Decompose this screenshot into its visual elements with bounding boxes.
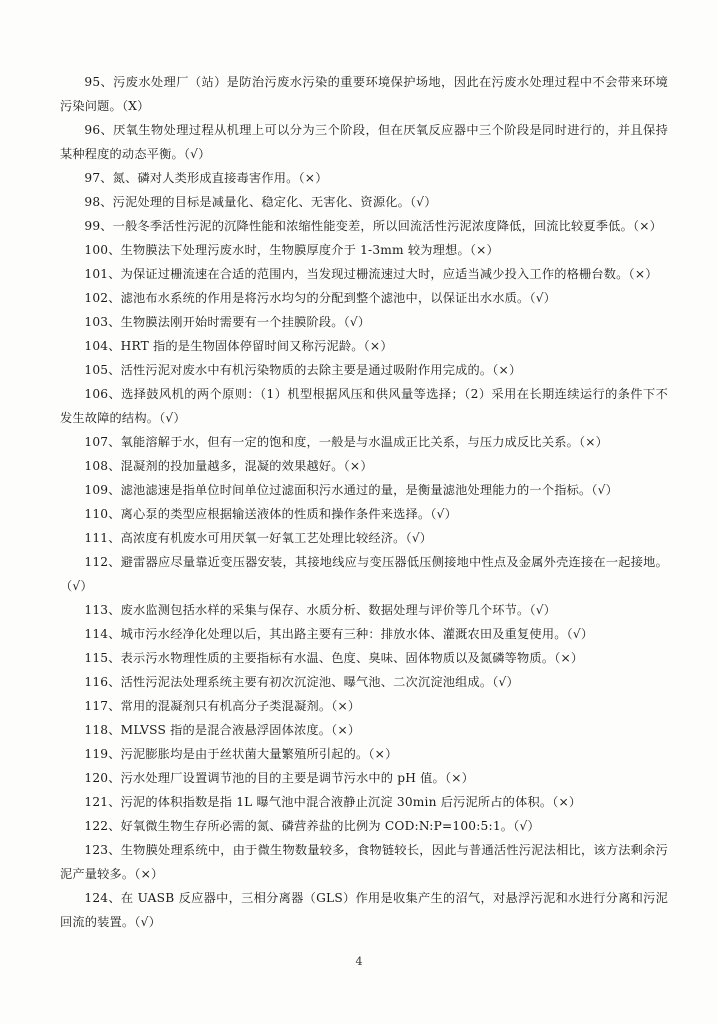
question-item: 117、常用的混凝剂只有机高分子类混凝剂。（×）: [84, 699, 361, 713]
question-item: 116、活性污泥法处理系统主要有初次沉淀池、曝气池、二次沉淀池组成。（√）: [84, 675, 519, 689]
question-item: 119、污泥膨胀均是由于丝状菌大量繁殖所引起的。（×）: [84, 747, 398, 761]
question-item: 99、一般冬季活性污泥的沉降性能和浓缩性能变差，所以回流活性污泥浓度降低，回流比较夏季低。（×）: [84, 219, 663, 233]
question-item: 95、污废水处理厂（站）是防治污废水污染的重要环境保护场地，因此在污废水处理过程中不会带来环境污染问题。（X）: [60, 75, 668, 113]
question-item: 114、城市污水经净化处理以后，其出路主要有三种：排放水体、灌溉农田及重复使用。（√）: [84, 627, 594, 641]
question-item: 107、氧能溶解于水，但有一定的饱和度，一般是与水温成正比关系，与压力成反比关系。（×）: [84, 435, 609, 449]
question-item: 111、高浓度有机废水可用厌氧一好氧工艺处理比较经济。（√）: [84, 531, 433, 545]
question-item: 101、为保证过栅流速在合适的范围内，当发现过栅流速过大时，应适当减少投入工作的格栅台数。（×）: [84, 267, 658, 281]
question-item: 110、离心泵的类型应根据输送液体的性质和操作条件来选择。（√）: [84, 507, 457, 521]
question-item: 96、厌氧生物处理过程从机理上可以分为三个阶段，但在厌氧反应器中三个阶段是同时进行的，并且保持某种程度的动态平衡。（√）: [60, 123, 668, 161]
question-item: 108、混凝剂的投加量越多，混凝的效果越好。（×）: [84, 459, 373, 473]
question-item: 118、MLVSS 指的是混合液悬浮固体浓度。（×）: [84, 723, 361, 737]
question-item: 122、好氧微生物生存所必需的氮、磷营养盐的比例为 COD:N:P=100:5:1。（√）: [84, 819, 540, 833]
question-item: 106、选择鼓风机的两个原则：（1）机型根据风压和供风量等选择；（2）采用在长期连续运行的条件下不发生故障的结构。（√）: [60, 387, 668, 425]
question-item: 97、氮、磷对人类形成直接毒害作用。（×）: [84, 171, 328, 185]
question-item: 115、表示污水物理性质的主要指标有水温、色度、臭味、固体物质以及氮磷等物质。（×）: [84, 651, 584, 665]
question-list: [60, 70, 668, 934]
question-item: 104、HRT 指的是生物固体停留时间又称污泥龄。（×）: [84, 339, 393, 353]
question-item: 109、滤池滤速是指单位时间单位过滤面积污水通过的量，是衡量滤池处理能力的一个指标。（√）: [84, 483, 619, 497]
question-item: 105、活性污泥对废水中有机污染物质的去除主要是通过吸附作用完成的。（×）: [84, 363, 522, 377]
question-item: 120、污水处理厂设置调节池的目的主要是调节污水中的 pH 值。（×）: [84, 771, 475, 785]
question-item: 103、生物膜法刚开始时需要有一个挂膜阶段。（√）: [84, 315, 371, 329]
question-item: 113、废水监测包括水样的采集与保存、水质分析、数据处理与评价等几个环节。（√）: [84, 603, 557, 617]
question-item: 124、在 UASB 反应器中，三相分离器（GLS）作用是收集产生的沼气，对悬浮污泥和水进行分离和污泥回流的装置。（√）: [60, 891, 668, 929]
question-item: 102、滤池布水系统的作用是将污水均匀的分配到整个滤池中，以保证出水水质。（√）: [84, 291, 557, 305]
question-item: 123、生物膜处理系统中，由于微生物数量较多，食物链较长，因此与普通活性污泥法相比，该方法剩余污泥产量较多。（×）: [60, 843, 668, 881]
question-item: 98、污泥处理的目标是减量化、稳定化、无害化、资源化。（√）: [84, 195, 437, 209]
page-number: 4: [355, 955, 363, 968]
question-item: 100、生物膜法下处理污废水时，生物膜厚度介于 1-3mm 较为理想。（×）: [84, 243, 499, 257]
question-item: 112、避雷器应尽量靠近变压器安装，其接地线应与变压器低压侧接地中性点及金属外壳连接在一起接地。（√）: [60, 555, 668, 593]
question-item: 121、污泥的体积指数是指 1L 曝气池中混合液静止沉淀 30min 后污泥所占的体积。（×）: [84, 795, 582, 809]
